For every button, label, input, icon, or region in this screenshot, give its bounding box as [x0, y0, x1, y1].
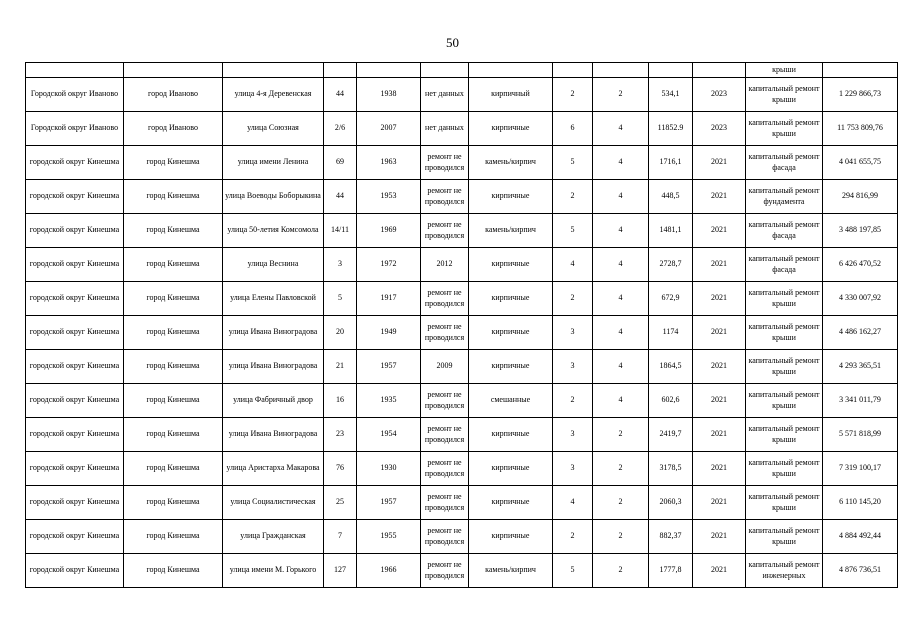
cell-city: город Кинешма	[124, 554, 223, 588]
cell-street-empty	[223, 63, 324, 78]
cell-floors: 5	[553, 554, 593, 588]
cell-house-number: 76	[324, 452, 357, 486]
cell-entrances: 2	[593, 418, 649, 452]
cell-city: город Кинешма	[124, 350, 223, 384]
cell-area: 1777,8	[649, 554, 693, 588]
cell-entrances: 4	[593, 214, 649, 248]
cell-house-number: 69	[324, 146, 357, 180]
cell-house-number: 20	[324, 316, 357, 350]
page-number: 50	[446, 35, 459, 50]
cell-entrances-empty	[593, 63, 649, 78]
cell-floors: 2	[553, 282, 593, 316]
cell-house-number: 25	[324, 486, 357, 520]
cell-repair-type: капитальный ремонт крыши	[746, 112, 823, 146]
cell-year-built: 1938	[357, 78, 421, 112]
cell-wall-material: кирпичный	[469, 78, 553, 112]
cell-municipality: городской округ Кинешма	[26, 282, 124, 316]
cell-area: 1716,1	[649, 146, 693, 180]
cell-entrances: 4	[593, 146, 649, 180]
cell-street: улица Веснина	[223, 248, 324, 282]
cell-house-number: 21	[324, 350, 357, 384]
cell-year-built: 1957	[357, 350, 421, 384]
cell-floors: 3	[553, 452, 593, 486]
cell-house-number: 5	[324, 282, 357, 316]
cell-last-repair: ремонт не проводился	[421, 316, 469, 350]
cell-entrances: 2	[593, 486, 649, 520]
cell-floors: 5	[553, 214, 593, 248]
cell-repair-type: капитальный ремонт инженерных	[746, 554, 823, 588]
buildings-repair-table	[25, 62, 898, 588]
cell-year-built: 1930	[357, 452, 421, 486]
cell-cost: 5 571 818,99	[823, 418, 898, 452]
cell-last-repair: ремонт не проводился	[421, 418, 469, 452]
cell-year-built: 1963	[357, 146, 421, 180]
cell-plan-year: 2021	[693, 350, 746, 384]
cell-repair-type: капитальный ремонт фасада	[746, 248, 823, 282]
cell-municipality: городской округ Кинешма	[26, 486, 124, 520]
cell-plan-year: 2021	[693, 282, 746, 316]
cell-city: город Кинешма	[124, 316, 223, 350]
cell-year-built: 1953	[357, 180, 421, 214]
cell-wall-material: кирпичные	[469, 248, 553, 282]
cell-city: город Кинешма	[124, 146, 223, 180]
cell-area: 2060,3	[649, 486, 693, 520]
cell-municipality: городской округ Кинешма	[26, 554, 124, 588]
table-row	[26, 384, 898, 418]
cell-last-repair: нет данных	[421, 112, 469, 146]
cell-repair-type: капитальный ремонт фундамента	[746, 180, 823, 214]
cell-year-built: 1969	[357, 214, 421, 248]
cell-plan-year: 2021	[693, 146, 746, 180]
cell-wall-material: кирпичные	[469, 112, 553, 146]
cell-wall-material: смешанные	[469, 384, 553, 418]
cell-area: 2728,7	[649, 248, 693, 282]
cell-area: 882,37	[649, 520, 693, 554]
table-row	[26, 214, 898, 248]
cell-repair-type: капитальный ремонт крыши	[746, 418, 823, 452]
cell-street: улица Гражданская	[223, 520, 324, 554]
cell-city-empty	[124, 63, 223, 78]
cell-floors: 4	[553, 248, 593, 282]
cell-floors: 2	[553, 180, 593, 214]
cell-house-number: 3	[324, 248, 357, 282]
cell-area: 1864,5	[649, 350, 693, 384]
cell-cost: 6 426 470,52	[823, 248, 898, 282]
cell-cost: 7 319 100,17	[823, 452, 898, 486]
cell-municipality: городской округ Кинешма	[26, 418, 124, 452]
continuation-row	[26, 63, 898, 78]
cell-repair-type: капитальный ремонт крыши	[746, 282, 823, 316]
cell-cost: 1 229 866,73	[823, 78, 898, 112]
cell-entrances: 4	[593, 180, 649, 214]
cell-repair-type: крыши	[746, 63, 823, 78]
cell-wall-material: кирпичные	[469, 520, 553, 554]
cell-city: город Кинешма	[124, 214, 223, 248]
cell-entrances: 4	[593, 350, 649, 384]
cell-city: город Кинешма	[124, 452, 223, 486]
cell-wall-material: кирпичные	[469, 418, 553, 452]
cell-year-built: 1949	[357, 316, 421, 350]
table-row	[26, 282, 898, 316]
cell-plan-year: 2021	[693, 520, 746, 554]
cell-city: город Кинешма	[124, 248, 223, 282]
cell-municipality: городской округ Кинешма	[26, 350, 124, 384]
cell-year-built: 2007	[357, 112, 421, 146]
cell-last-repair: ремонт не проводился	[421, 554, 469, 588]
cell-street: улица имени М. Горького	[223, 554, 324, 588]
cell-last-repair: ремонт не проводился	[421, 146, 469, 180]
cell-plan-year: 2021	[693, 418, 746, 452]
cell-entrances: 4	[593, 316, 649, 350]
cell-year-built: 1955	[357, 520, 421, 554]
cell-year-built: 1966	[357, 554, 421, 588]
cell-area-empty	[649, 63, 693, 78]
cell-city: город Кинешма	[124, 486, 223, 520]
cell-house-number: 23	[324, 418, 357, 452]
cell-cost: 4 486 162,27	[823, 316, 898, 350]
cell-street: улица Елены Павловской	[223, 282, 324, 316]
cell-floors: 2	[553, 78, 593, 112]
cell-city: город Кинешма	[124, 520, 223, 554]
cell-cost: 3 488 197,85	[823, 214, 898, 248]
cell-last-repair: 2012	[421, 248, 469, 282]
cell-plan-year: 2021	[693, 452, 746, 486]
cell-street: улица Ивана Виноградова	[223, 316, 324, 350]
cell-plan-year: 2021	[693, 554, 746, 588]
table-row	[26, 316, 898, 350]
cell-house-number: 127	[324, 554, 357, 588]
cell-municipality: городской округ Кинешма	[26, 214, 124, 248]
cell-city: город Кинешма	[124, 282, 223, 316]
cell-repair-type: капитальный ремонт крыши	[746, 520, 823, 554]
cell-last-repair: ремонт не проводился	[421, 180, 469, 214]
cell-last-repair: нет данных	[421, 78, 469, 112]
cell-municipality: городской округ Кинешма	[26, 316, 124, 350]
cell-area: 1174	[649, 316, 693, 350]
cell-year-built: 1954	[357, 418, 421, 452]
cell-area: 2419,7	[649, 418, 693, 452]
cell-municipality-empty	[26, 63, 124, 78]
table-row	[26, 146, 898, 180]
cell-wall-material: кирпичные	[469, 282, 553, 316]
cell-floors: 4	[553, 486, 593, 520]
cell-year-built: 1972	[357, 248, 421, 282]
cell-cost: 6 110 145,20	[823, 486, 898, 520]
cell-repair-type: капитальный ремонт крыши	[746, 452, 823, 486]
cell-street: улица 50-летия Комсомола	[223, 214, 324, 248]
cell-repair-type: капитальный ремонт крыши	[746, 384, 823, 418]
cell-plan-year-empty	[693, 63, 746, 78]
cell-entrances: 2	[593, 452, 649, 486]
cell-last-repair: ремонт не проводился	[421, 520, 469, 554]
cell-street: улица имени Ленина	[223, 146, 324, 180]
cell-street: улица Фабричный двор	[223, 384, 324, 418]
cell-wall-material: камень/кирпич	[469, 214, 553, 248]
cell-cost: 4 041 655,75	[823, 146, 898, 180]
cell-area: 11852.9	[649, 112, 693, 146]
table-row	[26, 520, 898, 554]
cell-area: 3178,5	[649, 452, 693, 486]
table-row	[26, 248, 898, 282]
cell-municipality: городской округ Кинешма	[26, 452, 124, 486]
cell-street: улица Ивана Виноградова	[223, 418, 324, 452]
cell-cost: 294 816,99	[823, 180, 898, 214]
cell-area: 672,9	[649, 282, 693, 316]
cell-plan-year: 2023	[693, 112, 746, 146]
cell-floors: 3	[553, 316, 593, 350]
cell-house-number: 44	[324, 78, 357, 112]
cell-wall-material: кирпичные	[469, 486, 553, 520]
cell-floors: 2	[553, 384, 593, 418]
cell-plan-year: 2023	[693, 78, 746, 112]
cell-plan-year: 2021	[693, 316, 746, 350]
table-row	[26, 180, 898, 214]
cell-wall-material: кирпичные	[469, 452, 553, 486]
table-row	[26, 112, 898, 146]
cell-area: 602,6	[649, 384, 693, 418]
cell-floors-empty	[553, 63, 593, 78]
cell-area: 534,1	[649, 78, 693, 112]
cell-house-number: 7	[324, 520, 357, 554]
cell-floors: 5	[553, 146, 593, 180]
cell-municipality: Городской округ Иваново	[26, 78, 124, 112]
table-row	[26, 452, 898, 486]
cell-street: улица Ивана Виноградова	[223, 350, 324, 384]
cell-city: город Иваново	[124, 78, 223, 112]
cell-entrances: 4	[593, 248, 649, 282]
table-row	[26, 486, 898, 520]
cell-house-number: 14/11	[324, 214, 357, 248]
table-row	[26, 554, 898, 588]
cell-plan-year: 2021	[693, 180, 746, 214]
cell-city: город Кинешма	[124, 384, 223, 418]
cell-entrances: 4	[593, 384, 649, 418]
cell-repair-type: капитальный ремонт фасада	[746, 146, 823, 180]
table-row	[26, 78, 898, 112]
cell-plan-year: 2021	[693, 486, 746, 520]
cell-municipality: городской округ Кинешма	[26, 384, 124, 418]
cell-cost: 4 293 365,51	[823, 350, 898, 384]
cell-repair-type: капитальный ремонт крыши	[746, 316, 823, 350]
cell-plan-year: 2021	[693, 384, 746, 418]
cell-municipality: городской округ Кинешма	[26, 248, 124, 282]
cell-house-number: 44	[324, 180, 357, 214]
cell-house-empty	[324, 63, 357, 78]
cell-entrances: 2	[593, 520, 649, 554]
cell-plan-year: 2021	[693, 248, 746, 282]
table-row	[26, 418, 898, 452]
cell-year-built: 1917	[357, 282, 421, 316]
cell-last-repair: 2009	[421, 350, 469, 384]
cell-cost: 3 341 011,79	[823, 384, 898, 418]
cell-street: улица Союзная	[223, 112, 324, 146]
table-row	[26, 350, 898, 384]
cell-city: город Кинешма	[124, 180, 223, 214]
cell-cost: 4 876 736,51	[823, 554, 898, 588]
cell-last-repair: ремонт не проводился	[421, 384, 469, 418]
cell-repair-type: капитальный ремонт крыши	[746, 78, 823, 112]
cell-year-built: 1935	[357, 384, 421, 418]
cell-city: город Иваново	[124, 112, 223, 146]
cell-year-built-empty	[357, 63, 421, 78]
cell-municipality: городской округ Кинешма	[26, 146, 124, 180]
cell-municipality: городской округ Кинешма	[26, 520, 124, 554]
cell-street: улица Социалистическая	[223, 486, 324, 520]
cell-floors: 3	[553, 418, 593, 452]
cell-municipality: Городской округ Иваново	[26, 112, 124, 146]
cell-house-number: 2/6	[324, 112, 357, 146]
cell-last-repair: ремонт не проводился	[421, 486, 469, 520]
cell-street: улица Воеводы Боборыкина	[223, 180, 324, 214]
cell-floors: 6	[553, 112, 593, 146]
cell-area: 1481,1	[649, 214, 693, 248]
cell-cost: 4 884 492,44	[823, 520, 898, 554]
cell-last-repair: ремонт не проводился	[421, 282, 469, 316]
cell-wall-material: кирпичные	[469, 350, 553, 384]
cell-wall-material: кирпичные	[469, 316, 553, 350]
cell-walls-empty	[469, 63, 553, 78]
cell-cost: 11 753 809,76	[823, 112, 898, 146]
cell-house-number: 16	[324, 384, 357, 418]
cell-last-repair-empty	[421, 63, 469, 78]
cell-street: улица Аристарха Макарова	[223, 452, 324, 486]
cell-repair-type: капитальный ремонт фасада	[746, 214, 823, 248]
cell-entrances: 4	[593, 112, 649, 146]
cell-repair-type: капитальный ремонт крыши	[746, 350, 823, 384]
cell-municipality: городской округ Кинешма	[26, 180, 124, 214]
cell-floors: 3	[553, 350, 593, 384]
cell-last-repair: ремонт не проводился	[421, 452, 469, 486]
cell-floors: 2	[553, 520, 593, 554]
cell-wall-material: камень/кирпич	[469, 146, 553, 180]
cell-city: город Кинешма	[124, 418, 223, 452]
cell-repair-type: капитальный ремонт крыши	[746, 486, 823, 520]
cell-last-repair: ремонт не проводился	[421, 214, 469, 248]
cell-wall-material: кирпичные	[469, 180, 553, 214]
cell-area: 448,5	[649, 180, 693, 214]
cell-plan-year: 2021	[693, 214, 746, 248]
cell-entrances: 4	[593, 282, 649, 316]
cell-entrances: 2	[593, 554, 649, 588]
cell-entrances: 2	[593, 78, 649, 112]
cell-year-built: 1957	[357, 486, 421, 520]
cell-cost-empty	[823, 63, 898, 78]
cell-wall-material: камень/кирпич	[469, 554, 553, 588]
cell-street: улица 4-я Деревенская	[223, 78, 324, 112]
cell-cost: 4 330 007,92	[823, 282, 898, 316]
